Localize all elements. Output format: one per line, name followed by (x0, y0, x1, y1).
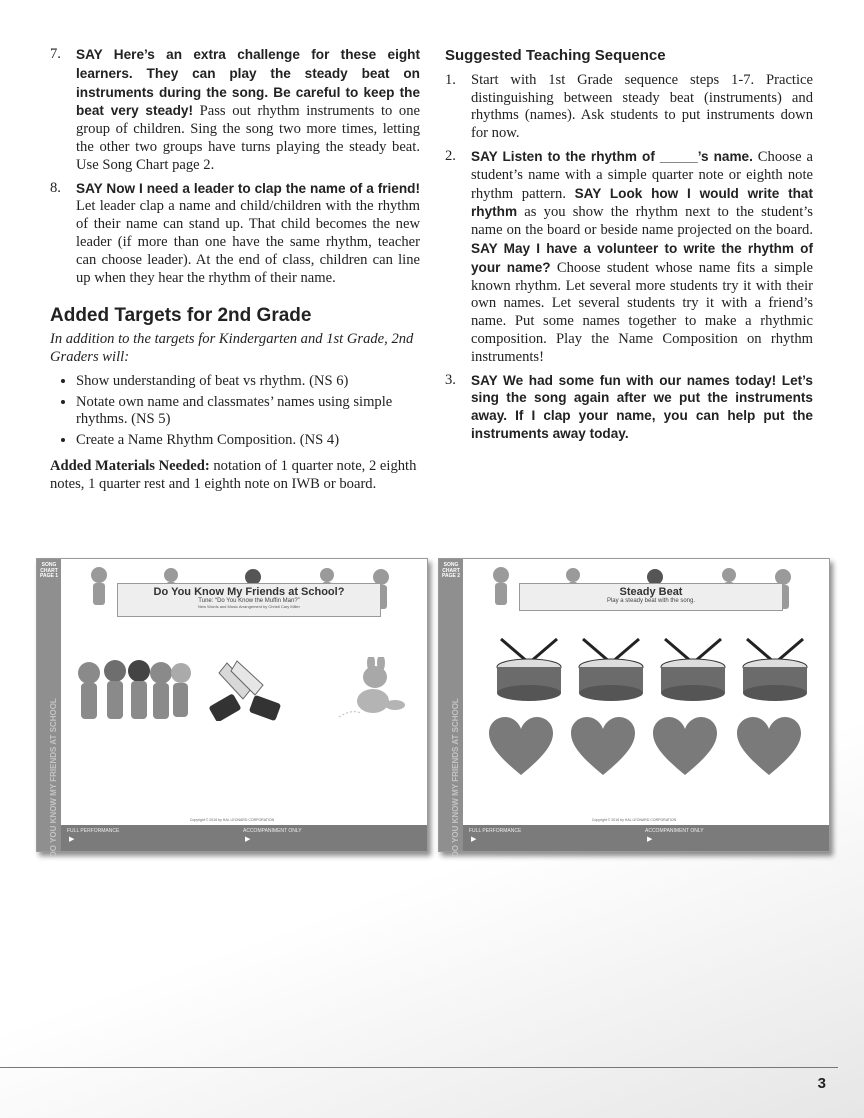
chart-side-bar (439, 559, 463, 857)
step-8 (50, 180, 420, 288)
step-number: 3. (445, 371, 456, 388)
left-column (50, 46, 420, 494)
seq-step-2 (445, 148, 813, 367)
section-heading: Added Targets for 2nd Grade (50, 305, 312, 327)
chart-title: Steady Beat (619, 586, 683, 598)
say-text: SAY May I have a volunteer to write the rhythm of your name? (471, 240, 813, 275)
beat-icons-grid (485, 637, 815, 777)
step-text: Pass out rhythm instruments to one group of children. Sing the song two more times, letting the other two groups have turns playing the steady beat. Use Song Chart page 2. (76, 103, 420, 173)
clapping-hands-icon (207, 659, 287, 721)
page-number: 3 (817, 1075, 826, 1092)
step-number: 8. (50, 179, 61, 196)
step-number: 1. (445, 71, 456, 88)
materials-text: notation of 1 quarter note, 2 eighth notes, 1 quarter rest and 1 eighth note on IWB or board. (50, 457, 417, 492)
play-accompaniment-button[interactable]: ▶ (647, 836, 653, 843)
step-text: Choose student whose name fits a simple known rhythm. Let several more students try it with their own names. Let several students try it with a friend’s name. Put some names together to make a rhythmic composition. Play the Name Composition on rhythm instruments! (471, 259, 813, 365)
say-text: SAY Listen to the rhythm of _____’s name. (471, 148, 753, 164)
chart-side-bar (37, 559, 61, 857)
chart-copyright: Copyright © 2016 by HAL LEONARD CORPORATION (591, 818, 677, 822)
play-accompaniment-button[interactable]: ▶ (245, 836, 251, 843)
chart-tag: SONG CHART PAGE 2 (442, 562, 460, 579)
step-text: Start with 1st Grade sequence steps 1-7. Practice distinguishing between steady beat (instruments) and rhythms (names). Ask students to put instruments down for now. (471, 71, 813, 142)
step-text: as you show the rhythm next to the student’s name on the board or beside name projected on the board. (471, 204, 813, 239)
chart-title-banner (117, 583, 381, 617)
children-group-icon (73, 659, 193, 729)
chart-title-banner (519, 583, 783, 611)
step-7 (50, 46, 420, 175)
accompaniment-label: ACCOMPANIMENT ONLY (243, 828, 302, 834)
full-performance-label: FULL PERFORMANCE (469, 828, 522, 834)
drum-icons (497, 639, 807, 701)
chart-audio-bar (463, 825, 829, 851)
list-item: • Show understanding of beat vs rhythm. (NS 6) (76, 373, 420, 391)
materials-paragraph (50, 458, 420, 494)
song-chart-page-2 (438, 558, 830, 857)
chart-audio-bar (61, 825, 427, 851)
step-number: 7. (50, 46, 61, 62)
song-chart-page-1 (36, 558, 428, 857)
sequence-heading: Suggested Teaching Sequence (445, 47, 666, 64)
chart-tune: Tune: “Do You Know the Muffin Man?” (198, 598, 300, 604)
targets-list (50, 373, 420, 450)
chart-side-title: DO YOU KNOW MY FRIENDS AT SCHOOL (49, 698, 58, 857)
say-text: SAY Look how I would write that rhythm (471, 185, 814, 220)
list-item: • Notate own name and classmates’ names using simple rhythms. (NS 5) (76, 394, 420, 430)
chart-copyright: Copyright © 2016 by HAL LEONARD CORPORATION (189, 818, 275, 822)
heart-icons (489, 717, 801, 775)
full-performance-label: FULL PERFORMANCE (67, 828, 120, 834)
step-text: Choose a student’s name with a simple quarter note or eighth note rhythm pattern. (471, 148, 813, 202)
accompaniment-label: ACCOMPANIMENT ONLY (645, 828, 704, 834)
chart-subtitle: Play a steady beat with the song. (606, 598, 696, 604)
bunny-icon (337, 657, 413, 729)
seq-step-3 (445, 372, 813, 443)
play-full-button[interactable]: ▶ (69, 836, 75, 843)
footer-divider (0, 1067, 838, 1068)
chart-credit: New Words and Music Arrangement by Christi Cary Miller (198, 604, 300, 609)
step-text: Let leader clap a name and child/children with the rhythm of their name can stand up. That child becomes the new leader (if more than one have the same rhythm, teacher can choose leader). At the end of class, children can line up when they hear the rhythm of their name. (76, 198, 420, 286)
chart-side-title: DO YOU KNOW MY FRIENDS AT SCHOOL (451, 698, 460, 857)
seq-step-1 (445, 72, 813, 143)
materials-label: Added Materials Needed: (50, 457, 210, 474)
intro-text: In addition to the targets for Kindergarten and 1st Grade, 2nd Graders will: (50, 331, 414, 365)
say-text: SAY Here’s an extra challenge for these eight learners. They can play the steady beat on instruments during the song. Be careful to keep the beat very steady! (76, 47, 420, 119)
list-item: • Create a Name Rhythm Composition. (NS 4) (76, 432, 420, 450)
play-full-button[interactable]: ▶ (471, 836, 477, 843)
chart-title: Do You Know My Friends at School? (153, 586, 345, 598)
say-text: SAY We had some fun with our names today! Let’s sing the song again after we put the instruments away. If I clap your name, you can help put the instruments away today. (471, 372, 813, 441)
right-column (445, 46, 813, 448)
chart-tag: SONG CHART PAGE 1 (40, 562, 58, 579)
say-text: SAY Now I need a leader to clap the name of a friend! (76, 180, 420, 196)
step-number: 2. (445, 147, 456, 164)
